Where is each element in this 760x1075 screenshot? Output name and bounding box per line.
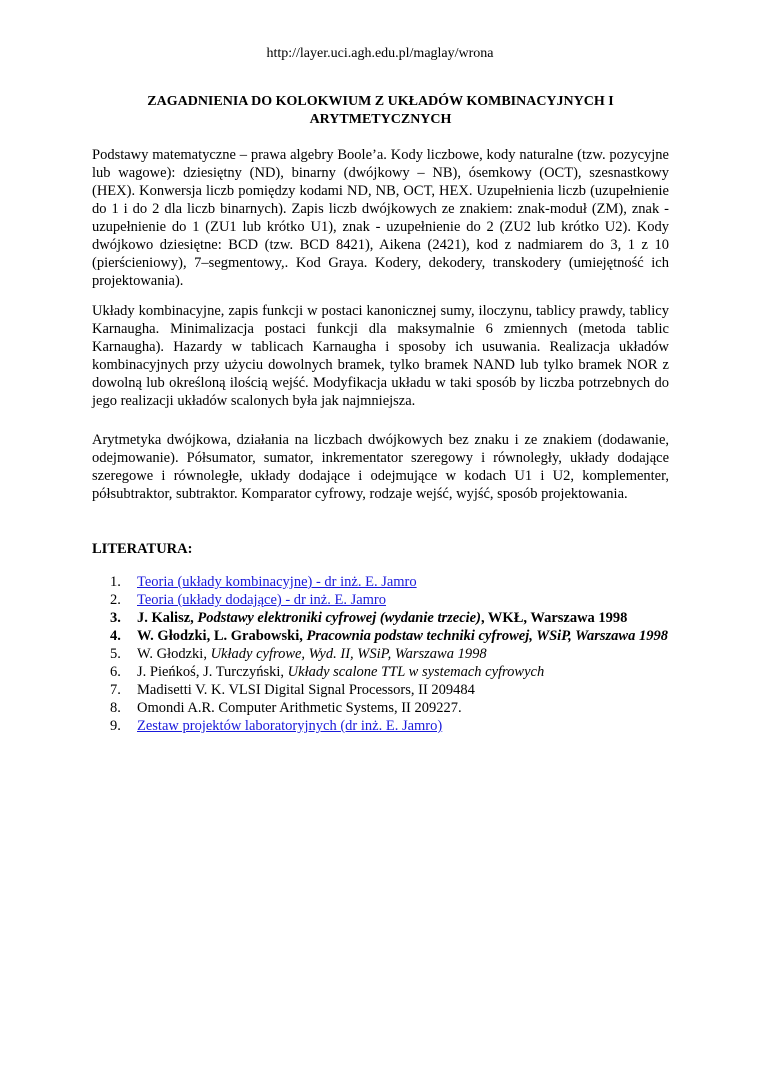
item-number: 9. — [110, 718, 121, 734]
item-number: 3. — [110, 610, 121, 626]
literature-item — [110, 681, 670, 699]
item-title: Układy cyfrowe, Wyd. II, WSiP, Warszawa 1998 — [210, 646, 487, 662]
literature-item — [110, 645, 670, 663]
header-url: http://layer.uci.agh.edu.pl/maglay/wrona — [266, 46, 494, 61]
item-number: 2. — [110, 592, 121, 608]
paragraph-combinational-circuits: Układy kombinacyjne, zapis funkcji w postaci kanonicznej sumy, iloczynu, tablicy prawdy, tablicy Karnaugha. Minimalizacja postaci funkcji dla maksymalnie 6 zmiennych (metoda tablic Karnaugha). Hazardy w tablicach Karnaugha i sposoby ich usuwania. Realizacja układów kombinacyjnych przy użyciu dowolnych bramek, tylko bramek NAND lub tylko bramek NOR z dowolną lub określoną ilością wejść. Modyfikacja układu w taki sposób by liczba potrzebnych do jego realizacji układów scalonych była jak najmniejsza. — [92, 303, 669, 409]
item-title: Podstawy elektroniki cyfrowej (wydanie trzecie) — [197, 610, 481, 626]
paragraph-binary-arithmetic: Arytmetyka dwójkowa, działania na liczbach dwójkowych bez znaku i ze znakiem (dodawanie, odejmowanie). Półsumator, sumator, inkrementator szeregowy i równoległy, układy dodające szeregowe i równoległe, układy dodające i odejmujące w kodach U1 i U2, komplementer, półsubtraktor, subtraktor. Komparator cyfrowy, rodzaje wejść, wyjść, sposób projektowania. — [92, 432, 669, 502]
literature-item — [110, 627, 670, 645]
literature-item — [110, 699, 670, 717]
item-author: J. Kalisz, — [137, 610, 198, 626]
item-number: 6. — [110, 664, 121, 680]
item-number: 8. — [110, 700, 121, 716]
item-author: W. Głodzki, L. Grabowski, — [137, 628, 307, 644]
literature-link-adders[interactable]: Teoria (układy dodające) - dr inż. E. Jamro — [137, 592, 387, 608]
literature-link-combinational[interactable]: Teoria (układy kombinacyjne) - dr inż. E. Jamro — [137, 574, 417, 590]
item-title: Układy scalone TTL w systemach cyfrowych — [287, 664, 545, 680]
literature-item — [110, 591, 670, 609]
literature-link-lab-projects[interactable]: Zestaw projektów laboratoryjnych (dr inż. E. Jamro) — [137, 718, 443, 734]
item-author: J. Pieńkoś, J. Turczyński, — [137, 664, 288, 680]
item-number: 4. — [110, 628, 121, 644]
literature-item — [110, 717, 670, 735]
item-number: 7. — [110, 682, 121, 698]
document-title: ZAGADNIENIA DO KOLOKWIUM Z UKŁADÓW KOMBINACYJNYCH I ARYTMETYCZNYCH — [147, 94, 614, 127]
literature-heading: LITERATURA: — [92, 541, 193, 557]
literature-item — [110, 573, 670, 591]
literature-item — [110, 663, 670, 681]
item-number: 1. — [110, 574, 121, 590]
item-publisher: , WKŁ, Warszawa 1998 — [480, 610, 628, 626]
literature-item — [110, 609, 670, 627]
item-author: W. Głodzki, — [137, 646, 211, 662]
item-number: 5. — [110, 646, 121, 662]
item-text: Madisetti V. K. VLSI Digital Signal Processors, II 209484 — [137, 682, 475, 698]
item-text: Omondi A.R. Computer Arithmetic Systems, II 209227. — [137, 700, 462, 716]
item-title: Pracownia podstaw techniki cyfrowej, WSiP, Warszawa 1998 — [306, 628, 668, 644]
literature-list — [110, 573, 670, 735]
paragraph-number-systems: Podstawy matematyczne – prawa algebry Boole’a. Kody liczbowe, kody naturalne (tzw. pozycyjne lub wagowe): dziesiętny (ND), binarny (dwójkowy – NB), ósemkowy (OCT), szesnastkowy (HEX). Konwersja liczb pomiędzy kodami ND, NB, OCT, HEX. Uzupełnienia liczb (uzupełnienie do 1 i do 2 dla liczb binarnych). Zapis liczb dwójkowych ze znakiem: znak-moduł (ZM), znak - uzupełnienie do 1 (ZU1 lub krótko U1), znak - uzupełnienie do 2 (ZU2 lub krótko U2). Kody dwójkowo dziesiętne: BCD (tzw. BCD 8421), Aikena (2421), kod z nadmiarem do 3, 1 z 10 (pierścieniowy), 7–segmentowy,. Kod Graya. Kodery, dekodery, transkodery (umiejętność ich projektowania). — [92, 147, 669, 289]
